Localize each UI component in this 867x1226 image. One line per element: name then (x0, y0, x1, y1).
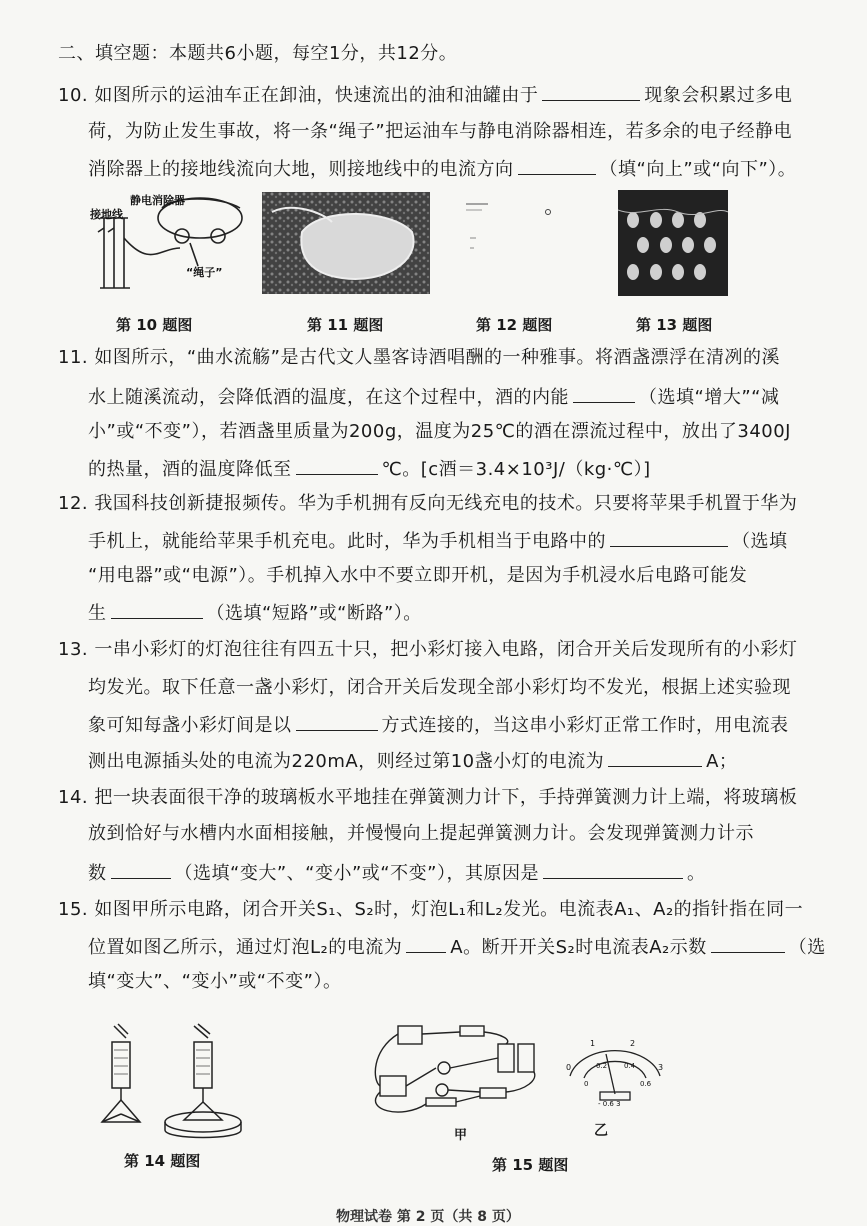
q11-blank-1[interactable] (573, 384, 635, 403)
meter-top-tick-0: 0 (566, 1063, 572, 1072)
q15-blank-2[interactable] (711, 934, 785, 953)
q15-line3: 填“变大”、“变小”或“不变”）。 (88, 971, 342, 992)
q13-text-3a: 象可知每盏小彩灯间是以 (88, 715, 292, 736)
q11-line4 (88, 456, 651, 482)
q10-line1 (58, 82, 792, 108)
q12-text-4a: 生 (88, 603, 107, 624)
meter-terminals: - 0.6 3 (598, 1100, 621, 1106)
q12-text-2b: （选填 (732, 531, 788, 552)
q14-blank-1[interactable] (111, 860, 171, 879)
q13-blank-2[interactable] (608, 748, 702, 767)
q14-text-3c: 。 (686, 863, 706, 884)
meter-bottom-tick-0: 0 (584, 1080, 589, 1088)
fig10-label-eliminator: 静电消除器 (130, 194, 185, 207)
caption-jia: 甲 (454, 1128, 468, 1143)
fig12-phone-sketch (462, 200, 572, 280)
caption-fig13: 第 13 题图 (636, 316, 713, 334)
fig15-ammeter-dial (560, 1036, 670, 1106)
meter-bottom-tick-2: 0.4 (624, 1062, 636, 1070)
q11-line2 (88, 384, 779, 410)
q15-text-2c: （选 (788, 937, 826, 958)
caption-fig15: 第 15 题图 (492, 1156, 569, 1174)
q13-line2: 均发光。取下任意一盏小彩灯，闭合开关后发现全部小彩灯均不发光，根据上述实验现 (88, 677, 791, 698)
fig11-stream-photo (262, 192, 430, 294)
fig10-label-ground: 接地线 (90, 208, 123, 221)
fig13-string-lights-photo (618, 190, 728, 296)
q10-text-3b: （填“向上”或“向下”）。 (599, 159, 797, 180)
q12-text-4b: （选填“短路”或“断路”）。 (206, 603, 422, 624)
caption-fig14: 第 14 题图 (124, 1152, 201, 1170)
q10-text-1a: 10. 如图所示的运油车正在卸油，快速流出的油和油罐由于 (58, 85, 539, 106)
fig15-circuit-sketch (362, 1020, 572, 1122)
q10-text-1b: 现象会积累过多电 (644, 85, 793, 106)
q11-text-4b: ℃。[c酒＝3.4×10³J/（kg·℃）] (381, 459, 651, 480)
q12-line1: 12. 我国科技创新捷报频传。华为手机拥有反向无线充电的技术。只要将苹果手机置于华为 (58, 493, 798, 514)
q11-text-2a: 水上随溪流动，会降低酒的温度，在这个过程中，酒的内能 (88, 387, 569, 408)
q13-blank-1[interactable] (296, 712, 378, 731)
q15-text-2b: A。断开开关S₂时电流表A₂示数 (450, 937, 707, 958)
section-title: 二、填空题：本题共6小题，每空1分，共12分。 (58, 43, 458, 64)
q13-text-4a: 测出电源插头处的电流为220mA，则经过第10盏小灯的电流为 (88, 751, 605, 772)
caption-fig10: 第 10 题图 (116, 316, 193, 334)
q13-line3 (88, 712, 789, 738)
q14-line1: 14. 把一块表面很干净的玻璃板水平地挂在弹簧测力计下，手持弹簧测力计上端，将玻璃板 (58, 787, 798, 808)
meter-bottom-tick-1: 0.2 (596, 1062, 608, 1070)
q12-blank-1[interactable] (610, 528, 728, 547)
q12-line2 (88, 528, 788, 554)
q13-text-4b: A； (706, 751, 738, 772)
q12-line3: “用电器”或“电源”）。手机掉入水中不要立即开机，是因为手机浸水后电路可能发 (88, 565, 748, 586)
q10-blank-1[interactable] (542, 82, 640, 101)
q12-blank-2[interactable] (111, 600, 203, 619)
meter-top-tick-1: 1 (590, 1039, 596, 1048)
meter-top-tick-3: 3 (658, 1063, 664, 1072)
q13-text-3b: 方式连接的，当这串小彩灯正常工作时，用电流表 (381, 715, 789, 736)
q12-text-2a: 手机上，就能给苹果手机充电。此时，华为手机相当于电路中的 (88, 531, 606, 552)
q11-line1: 11. 如图所示，“曲水流觞”是古代文人墨客诗酒唱酬的一种雅事。将酒盏漂浮在清冽的溪 (58, 347, 780, 368)
q11-blank-2[interactable] (296, 456, 378, 475)
q10-line3 (88, 156, 796, 182)
q11-text-4a: 的热量，酒的温度降低至 (88, 459, 292, 480)
page-footer: 物理试卷 第 2 页（共 8 页） (336, 1209, 520, 1225)
q14-text-3a: 数 (88, 863, 107, 884)
q11-line3: 小”或“不变”），若酒盏里质量为200g，温度为25℃的酒在漂流过程中，放出了3400J (88, 421, 791, 442)
q12-line4 (88, 600, 422, 626)
fig10-tanker-sketch (90, 188, 250, 298)
q15-blank-1[interactable] (406, 934, 446, 953)
q15-line2 (88, 934, 826, 960)
q11-text-2b: （选填“增大”“减 (639, 387, 780, 408)
q14-text-3b: （选填“变大”、“变小”或“不变”），其原因是 (174, 863, 539, 884)
q10-text-3a: 消除器上的接地线流向大地，则接地线中的电流方向 (88, 159, 514, 180)
q13-line1: 13. 一串小彩灯的灯泡往往有四五十只，把小彩灯接入电路，闭合开关后发现所有的小彩灯 (58, 639, 798, 660)
q10-line2: 荷，为防止发生事故，将一条“绳子”把运油车与静电消除器相连，若多余的电子经静电 (88, 121, 793, 142)
caption-fig11: 第 11 题图 (307, 316, 384, 334)
q14-line3 (88, 860, 705, 886)
caption-fig12: 第 12 题图 (476, 316, 553, 334)
q15-line1: 15. 如图甲所示电路，闭合开关S₁、S₂时，灯泡L₁和L₂发光。电流表A₁、A₂的指针指在同一 (58, 899, 804, 920)
q14-blank-2[interactable] (543, 860, 683, 879)
fig10-label-rope: “绳子” (186, 266, 223, 279)
meter-bottom-tick-3: 0.6 (640, 1080, 652, 1088)
q14-line2: 放到恰好与水槽内水面相接触，并慢慢向上提起弹簧测力计。会发现弹簧测力计示 (88, 823, 754, 844)
q13-line4 (88, 748, 737, 774)
meter-top-tick-2: 2 (630, 1039, 636, 1048)
fig14-spring-scale-sketch (92, 1018, 242, 1140)
q15-text-2a: 位置如图乙所示，通过灯泡L₂的电流为 (88, 937, 403, 958)
q10-blank-2[interactable] (518, 156, 596, 175)
caption-yi: 乙 (594, 1123, 608, 1139)
